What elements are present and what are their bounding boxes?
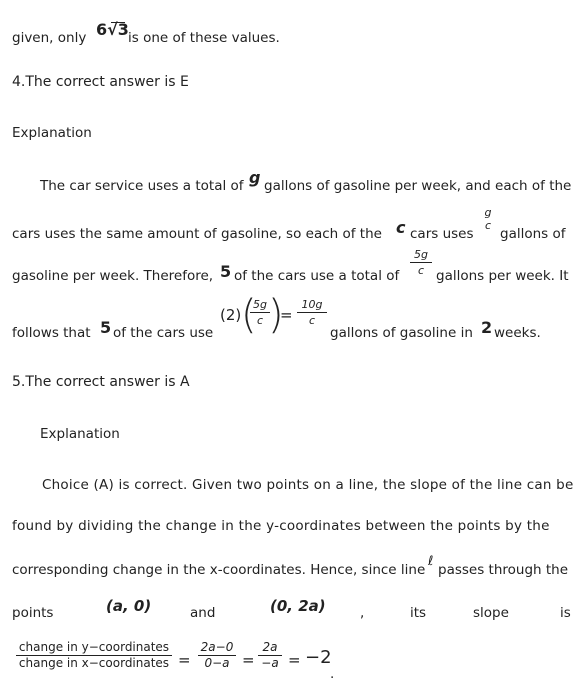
text: follows that xyxy=(12,325,91,341)
math-6root3: 6√3 xyxy=(96,20,129,39)
text: of the cars use xyxy=(113,325,214,341)
answer-4: 4.The correct answer is E xyxy=(12,74,189,90)
fraction-2a0-0a xyxy=(198,641,236,670)
text: gasoline per week. Therefore, xyxy=(12,268,214,284)
text: , xyxy=(360,605,365,621)
text: cars uses xyxy=(410,226,474,242)
eq-coefficient: (2) xyxy=(220,306,242,324)
fraction-bar xyxy=(410,262,432,263)
numerator: g xyxy=(484,206,492,219)
text: Choice (A) is correct. Given two points on a line, the slope of the line can be xyxy=(42,477,574,493)
numerator: 2a−0 xyxy=(200,640,234,654)
answer-5: 5.The correct answer is A xyxy=(12,374,190,390)
explanation-heading: Explanation xyxy=(40,426,120,442)
text: corresponding change in the x-coordinates. Hence, since line xyxy=(12,562,426,578)
var-g: g xyxy=(249,168,261,187)
left-paren: ( xyxy=(241,292,257,338)
equals: = xyxy=(280,306,293,324)
explanation-heading: Explanation xyxy=(12,125,92,141)
denominator: change in x−coordinates xyxy=(18,656,170,670)
fraction-5g-over-c xyxy=(410,248,432,277)
numerator: 5g xyxy=(414,248,428,261)
fraction-2a-neg-a xyxy=(258,641,282,670)
numerator: change in y−coordinates xyxy=(18,640,170,654)
text: gallons of gasoline in xyxy=(330,325,473,341)
text: its xyxy=(410,605,427,621)
text: is xyxy=(560,605,571,621)
line-ell: ℓ xyxy=(428,554,434,569)
text: points xyxy=(12,605,54,621)
text: found by dividing the change in the y-coordinates between the points by the xyxy=(12,518,550,534)
denominator: 0−a xyxy=(204,656,230,670)
text: weeks. xyxy=(494,325,541,341)
fraction-g-over-c xyxy=(481,206,495,232)
slope-fraction xyxy=(16,641,172,670)
text: gallons of gasoline per week, and each of the xyxy=(264,178,572,194)
number-5: 5 xyxy=(100,318,112,337)
denominator: c xyxy=(417,264,425,277)
numerator: 5g xyxy=(253,298,267,311)
var-c: c xyxy=(396,218,406,237)
number-5: 5 xyxy=(220,262,232,281)
text: of the cars use a total of xyxy=(234,268,400,284)
numerator: 10g xyxy=(301,298,323,311)
fraction-eq-right xyxy=(297,298,327,327)
text: given, only xyxy=(12,30,87,46)
numerator: 2a xyxy=(262,640,278,654)
denominator: c xyxy=(308,314,316,327)
denominator: c xyxy=(256,314,264,327)
period: . xyxy=(330,666,335,682)
text: gallons of xyxy=(500,226,566,242)
point-a-0: (a, 0) xyxy=(106,597,152,615)
number-2: 2 xyxy=(481,318,493,337)
denominator: −a xyxy=(261,656,279,670)
equals: = xyxy=(178,651,191,669)
sqrt-overline xyxy=(111,22,125,23)
fraction-bar xyxy=(250,312,270,313)
fraction-bar xyxy=(297,312,327,313)
text: passes through the xyxy=(438,562,569,578)
text: The car service uses a total of xyxy=(40,178,244,194)
text: gallons per week. It xyxy=(436,268,569,284)
text: slope xyxy=(473,605,509,621)
right-paren: ) xyxy=(268,292,284,338)
result-value: −2 xyxy=(305,647,332,668)
text: and xyxy=(190,605,216,621)
equals: = xyxy=(242,651,255,669)
fraction-eq-left xyxy=(250,298,270,327)
text: is one of these values. xyxy=(128,30,280,46)
denominator: c xyxy=(484,219,492,232)
line-given xyxy=(12,30,86,46)
point-0-2a: (0, 2a) xyxy=(270,597,326,615)
text: cars uses the same amount of gasoline, so each of the xyxy=(12,226,382,242)
equals: = xyxy=(288,651,301,669)
